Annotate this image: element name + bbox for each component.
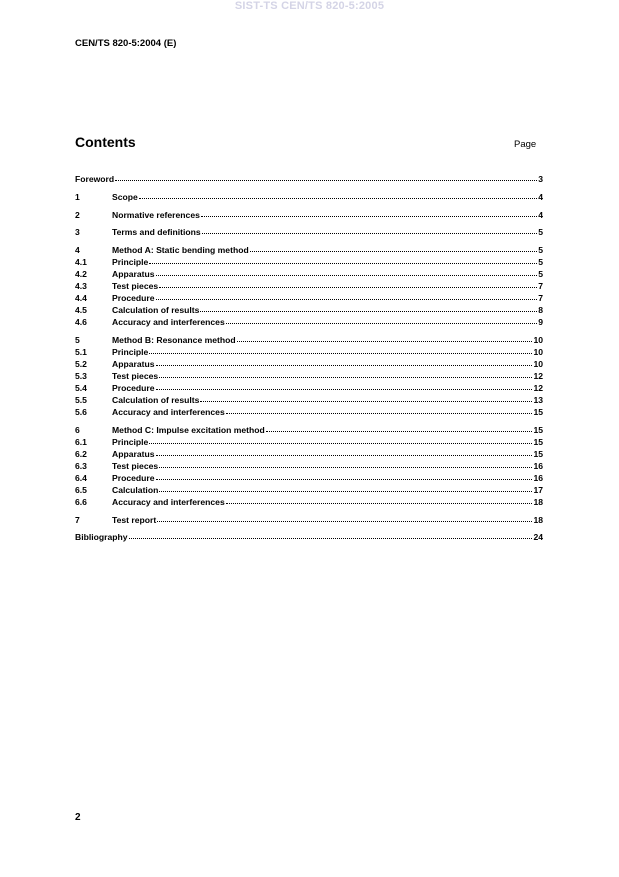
toc-entry-page: 15 xyxy=(533,406,543,417)
toc-entry-title: Foreword xyxy=(75,174,115,184)
toc-dot-leader xyxy=(200,303,537,312)
toc-entry[interactable] xyxy=(75,209,543,221)
toc-dot-leader xyxy=(266,423,533,432)
toc-entry-title: Procedure xyxy=(112,382,155,393)
watermark: SIST-TS CEN/TS 820-5:2005 xyxy=(234,0,385,12)
toc-entry-number: 5.3 xyxy=(75,370,87,381)
toc-entry[interactable] xyxy=(75,191,543,203)
toc-entry-number: 3 xyxy=(75,227,80,238)
toc-entry-title: Test pieces xyxy=(112,460,159,471)
toc-entry-title: Procedure xyxy=(112,472,155,483)
toc-entry-page: 4 xyxy=(538,209,543,220)
toc-entry-page: 10 xyxy=(533,334,543,345)
contents-title: Contents xyxy=(75,134,136,150)
toc-entry-number: 6.6 xyxy=(75,496,87,507)
toc-entry[interactable] xyxy=(75,531,543,543)
toc-dot-leader xyxy=(156,357,533,366)
toc-entry-page: 15 xyxy=(533,424,543,435)
toc-dot-leader xyxy=(237,333,533,342)
toc-entry-page: 7 xyxy=(538,281,543,292)
toc-entry-title: Terms and definitions xyxy=(112,227,201,238)
toc-entry-title: Normative references xyxy=(112,209,200,220)
toc-entry[interactable] xyxy=(75,173,543,185)
toc-entry-title: Test pieces xyxy=(112,281,159,292)
toc-entry-number: 6.4 xyxy=(75,472,87,483)
toc-entry-number: 5.1 xyxy=(75,346,87,357)
toc-entry-title: Procedure xyxy=(112,293,155,304)
toc-dot-leader xyxy=(149,255,537,264)
toc-entry-number: 4.5 xyxy=(75,305,87,316)
toc-dot-leader xyxy=(156,267,538,276)
toc-dot-leader xyxy=(156,381,533,390)
toc-entry-number: 5.4 xyxy=(75,382,87,393)
toc-entry-title: Bibliography xyxy=(75,532,128,543)
toc-dot-leader xyxy=(129,530,533,539)
toc-entry[interactable] xyxy=(75,514,543,526)
toc-entry-title: Apparatus xyxy=(112,269,155,280)
toc-entry-number: 4.3 xyxy=(75,281,87,292)
toc-dot-leader xyxy=(159,459,532,468)
toc-dot-leader xyxy=(159,279,537,288)
toc-entry-number: 6 xyxy=(75,424,80,435)
toc-entry-number: 6.2 xyxy=(75,448,87,459)
toc-entry-number: 4.1 xyxy=(75,257,87,268)
toc-entry-number: 5.6 xyxy=(75,406,87,417)
toc-entry-number: 2 xyxy=(75,209,80,220)
toc-dot-leader xyxy=(226,405,533,414)
toc-entry-page: 3 xyxy=(538,174,543,184)
toc-entry-title: Calculation of results xyxy=(112,394,200,405)
toc-entry-page: 17 xyxy=(533,484,543,495)
toc-dot-leader xyxy=(156,291,538,300)
toc-dot-leader xyxy=(250,243,538,252)
toc-entry-title: Principle xyxy=(112,346,149,357)
toc-entry-number: 4.2 xyxy=(75,269,87,280)
toc-entry-number: 5 xyxy=(75,334,80,345)
toc-entry-page: 4 xyxy=(538,191,543,202)
toc-dot-leader xyxy=(159,369,532,378)
toc-entry-page: 18 xyxy=(533,496,543,507)
toc-entry-page: 15 xyxy=(533,448,543,459)
toc-dot-leader xyxy=(157,513,532,522)
toc-entry-page: 7 xyxy=(538,293,543,304)
table-of-contents xyxy=(75,173,543,543)
toc-entry-page: 13 xyxy=(533,394,543,405)
toc-entry-page: 24 xyxy=(533,532,543,543)
toc-entry-title: Principle xyxy=(112,436,149,447)
toc-entry-title: Accuracy and interferences xyxy=(112,406,225,417)
toc-entry-title: Method C: Impulse excitation method xyxy=(112,424,265,435)
toc-entry-number: 6.1 xyxy=(75,436,87,447)
toc-entry-title: Apparatus xyxy=(112,448,155,459)
toc-entry-title: Calculation of results xyxy=(112,305,200,316)
toc-entry-page: 16 xyxy=(533,472,543,483)
toc-entry-title: Method A: Static bending method xyxy=(112,245,249,256)
toc-entry-page: 18 xyxy=(533,514,543,525)
toc-entry-page: 10 xyxy=(533,358,543,369)
toc-entry-number: 4.6 xyxy=(75,317,87,328)
toc-entry-page: 12 xyxy=(533,382,543,393)
toc-entry-page: 9 xyxy=(538,317,543,328)
toc-entry-number: 6.3 xyxy=(75,460,87,471)
toc-entry-number: 4.4 xyxy=(75,293,87,304)
toc-entry-title: Scope xyxy=(112,191,138,202)
toc-entry-page: 5 xyxy=(538,269,543,280)
toc-entry-page: 5 xyxy=(538,245,543,256)
toc-entry-number: 1 xyxy=(75,191,80,202)
page-number: 2 xyxy=(75,812,81,823)
toc-dot-leader xyxy=(156,447,533,456)
toc-dot-leader xyxy=(226,315,537,324)
toc-entry-page: 5 xyxy=(538,257,543,268)
toc-entry-page: 10 xyxy=(533,346,543,357)
toc-entry-title: Calculation xyxy=(112,484,159,495)
toc-dot-leader xyxy=(226,495,533,504)
toc-dot-leader xyxy=(200,393,532,402)
toc-entry[interactable] xyxy=(75,406,543,418)
toc-dot-leader xyxy=(156,471,533,480)
toc-entry-page: 5 xyxy=(538,227,543,238)
document-id: CEN/TS 820-5:2004 (E) xyxy=(75,38,177,49)
toc-entry[interactable] xyxy=(75,226,543,238)
toc-entry[interactable] xyxy=(75,496,543,508)
page-column-label: Page xyxy=(514,139,537,150)
toc-entry-title: Method B: Resonance method xyxy=(112,334,236,345)
toc-entry-title: Test pieces xyxy=(112,370,159,381)
toc-entry-title: Principle xyxy=(112,257,149,268)
toc-entry-page: 8 xyxy=(538,305,543,316)
toc-entry-title: Apparatus xyxy=(112,358,155,369)
toc-dot-leader xyxy=(115,172,537,181)
toc-dot-leader xyxy=(139,190,537,199)
toc-dot-leader xyxy=(149,345,532,354)
toc-entry-number: 4 xyxy=(75,245,80,256)
toc-dot-leader xyxy=(159,483,532,492)
toc-entry-title: Accuracy and interferences xyxy=(112,496,225,507)
toc-entry-page: 16 xyxy=(533,460,543,471)
toc-dot-leader xyxy=(149,435,532,444)
toc-entry-number: 7 xyxy=(75,514,80,525)
toc-entry-title: Accuracy and interferences xyxy=(112,317,225,328)
toc-entry-number: 6.5 xyxy=(75,484,87,495)
toc-entry-page: 15 xyxy=(533,436,543,447)
toc-entry-number: 5.5 xyxy=(75,394,87,405)
toc-entry-page: 12 xyxy=(533,370,543,381)
toc-dot-leader xyxy=(201,208,537,217)
toc-entry-number: 5.2 xyxy=(75,358,87,369)
toc-entry[interactable] xyxy=(75,316,543,328)
toc-entry-title: Test report xyxy=(112,514,157,525)
toc-dot-leader xyxy=(202,225,538,234)
